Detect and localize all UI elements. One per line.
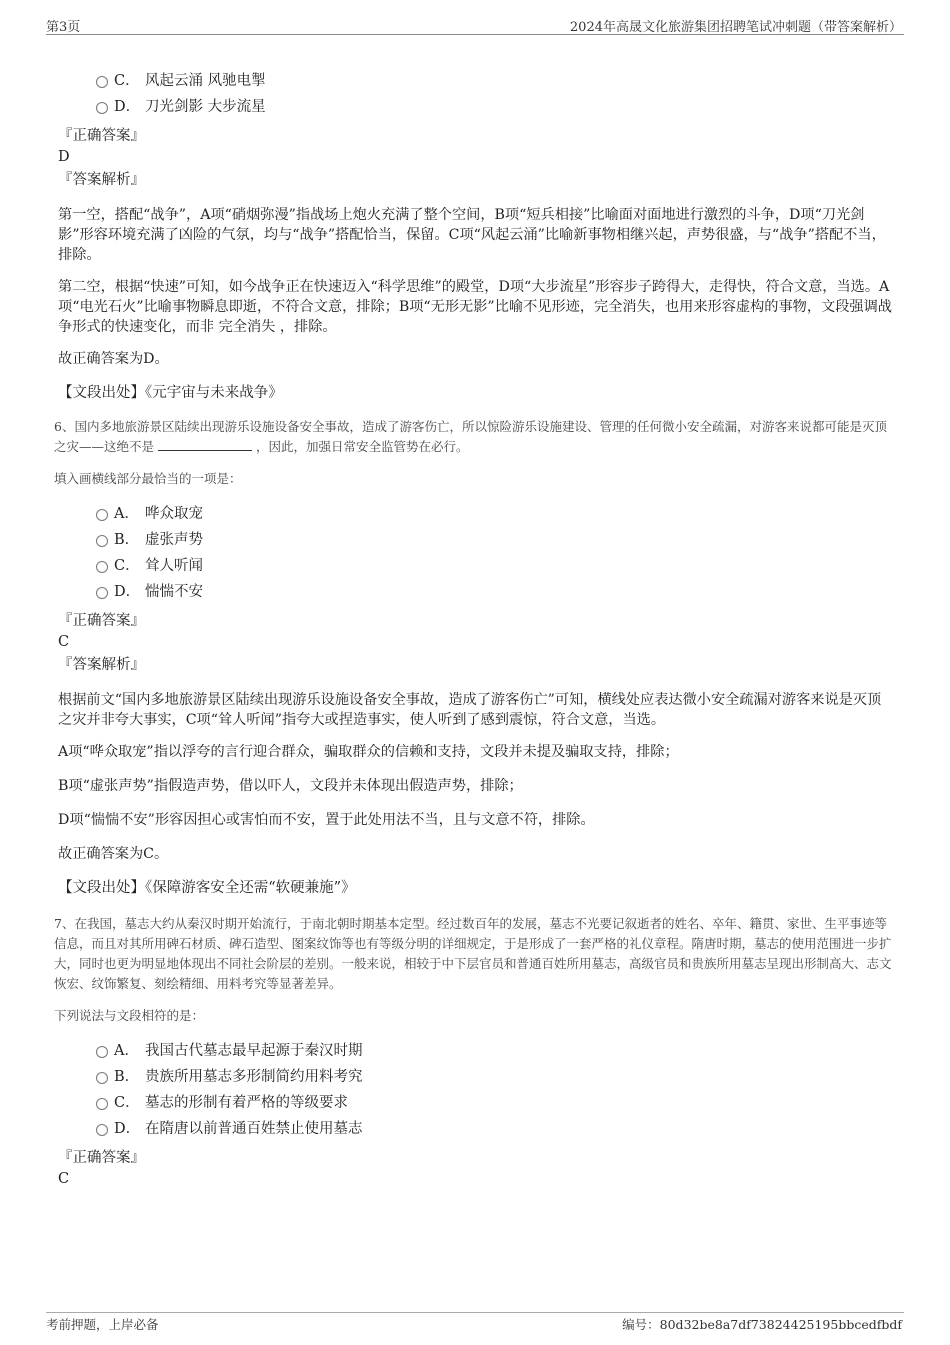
option-q5-d[interactable]: D． 刀光剑影 大步流星: [96, 96, 894, 122]
question-prompt: 下列说法与文段相符的是：: [54, 1008, 205, 1023]
option-q7-b[interactable]: B． 贵族所用墓志多形制简约用料考究: [96, 1066, 894, 1092]
document-title: 2024年高晟文化旅游集团招聘笔试冲刺题（带答案解析）: [569, 20, 902, 35]
analysis-paragraph: 根据前文“国内多地旅游景区陆续出现游乐设施设备安全事故，造成了游客伤亡”可知，横线处应表达微小安全疏漏对游客来说是灭顶之灾并非夸大事实，C项“耸人听闻”指夸大或捏造事实，使人听到了感到震惊，符合文意，当选。: [58, 692, 882, 728]
page-header: [46, 14, 904, 35]
analysis-label: 『答案解析』: [58, 657, 145, 673]
answer-value: C: [58, 634, 70, 650]
answer-value: D: [58, 149, 70, 165]
fill-blank: [158, 438, 252, 451]
analysis-paragraph: D项“惴惴不安”形容因担心或害怕而不安，置于此处用法不当，且与文意不符，排除。: [58, 812, 595, 828]
answer-label: 『正确答案』: [58, 128, 145, 144]
radio-button[interactable]: [96, 587, 108, 599]
analysis-label: 『答案解析』: [58, 172, 145, 188]
radio-button[interactable]: [96, 535, 108, 547]
page-footer: [46, 1312, 904, 1332]
option-q6-d[interactable]: D． 惴惴不安: [96, 581, 894, 607]
answer-label: 『正确答案』: [58, 613, 145, 629]
footer-slogan: 考前押题，上岸必备: [46, 1317, 159, 1332]
option-q6-c[interactable]: C． 耸人听闻: [96, 555, 894, 581]
option-q7-d[interactable]: D． 在隋唐以前普通百姓禁止使用墓志: [96, 1118, 894, 1144]
analysis-conclusion: 故正确答案为C。: [58, 846, 169, 862]
analysis-conclusion: 故正确答案为D。: [58, 351, 169, 367]
option-q7-c[interactable]: C． 墓志的形制有着严格的等级要求: [96, 1092, 894, 1118]
page-content: [56, 70, 894, 1192]
option-q6-a[interactable]: A． 哗众取宠: [96, 503, 894, 529]
radio-button[interactable]: [96, 1046, 108, 1058]
source-citation: 【文段出处】《元宇宙与未来战争》: [58, 385, 283, 401]
radio-button[interactable]: [96, 509, 108, 521]
analysis-paragraph: 第一空，搭配“战争”，A项“硝烟弥漫”指战场上炮火充满了整个空间，B项“短兵相接”比喻面对面地进行激烈的斗争，D项“刀光剑影”形容环境充满了凶险的气氛，均与“战争”搭配恰当，保留。C项“风起云涌”比喻新事物相继兴起，声势很盛，与“战争”搭配不当，排除。: [58, 207, 886, 263]
analysis-paragraph: 第二空，根据“快速”可知，如今战争正在快速迈入“科学思维”的殿堂，D项“大步流星”形容步子跨得大，走得快，符合文意，当选。A项“电光石火”比喻事物瞬息即逝，不符合文意，排除；B项“无形无影”比喻不见形迹，完全消失，也用来形容虚构的事物，文段强调战争形式的快速变化，而非 完全消失 ，排除。: [58, 279, 892, 335]
question-prompt: 填入画横线部分最恰当的一项是：: [54, 471, 242, 486]
answer-label: 『正确答案』: [58, 1150, 145, 1166]
analysis-paragraph: B项“虚张声势”指假造声势，借以吓人，文段并未体现出假造声势，排除；: [58, 778, 523, 794]
question-stem: 7、在我国，墓志大约从秦汉时期开始流行，于南北朝时期基本定型。经过数百年的发展，墓志不光要记叙逝者的姓名、卒年、籍贯、家世、生平事迹等信息，而且对其所用碑石材质、碑石造型、图案纹饰等也有等级分明的详细规定，于是形成了一套严格的礼仪章程。隋唐时期，墓志的使用范围进一步扩大，同时也更为明显地体现出不同社会阶层的差别。一般来说，相较于中下层官员和普通百姓所用墓志，高级官员和贵族所用墓志呈现出形制高大、志文恢宏、纹饰繁复、刻绘精细、用料考究等显著差异。: [54, 916, 892, 991]
radio-button[interactable]: [96, 76, 108, 88]
radio-button[interactable]: [96, 102, 108, 114]
radio-button[interactable]: [96, 1098, 108, 1110]
radio-button[interactable]: [96, 561, 108, 573]
page-number: 第3页: [46, 20, 81, 35]
option-q7-a[interactable]: A． 我国古代墓志最早起源于秦汉时期: [96, 1040, 894, 1066]
question-stem: 6、国内多地旅游景区陆续出现游乐设施设备安全事故，造成了游客伤亡，所以惊险游乐设施建设、管理的任何微小安全疏漏，对游客来说都可能是灭顶之灾——这绝不是 ，因此，加强日常安全监管势在必行。: [54, 419, 887, 454]
option-q5-c[interactable]: C． 风起云涌 风驰电掣: [96, 70, 894, 96]
source-citation: 【文段出处】《保障游客安全还需“软硬兼施”》: [58, 880, 356, 896]
analysis-paragraph: A项“哗众取宠”指以浮夸的言行迎合群众，骗取群众的信赖和支持，文段并未提及骗取支持，排除；: [58, 744, 679, 760]
radio-button[interactable]: [96, 1124, 108, 1136]
document-id: 编号：80d32be8a7df73824425195bbcedfbdf: [622, 1317, 902, 1332]
answer-value: C: [58, 1171, 70, 1187]
radio-button[interactable]: [96, 1072, 108, 1084]
option-q6-b[interactable]: B． 虚张声势: [96, 529, 894, 555]
